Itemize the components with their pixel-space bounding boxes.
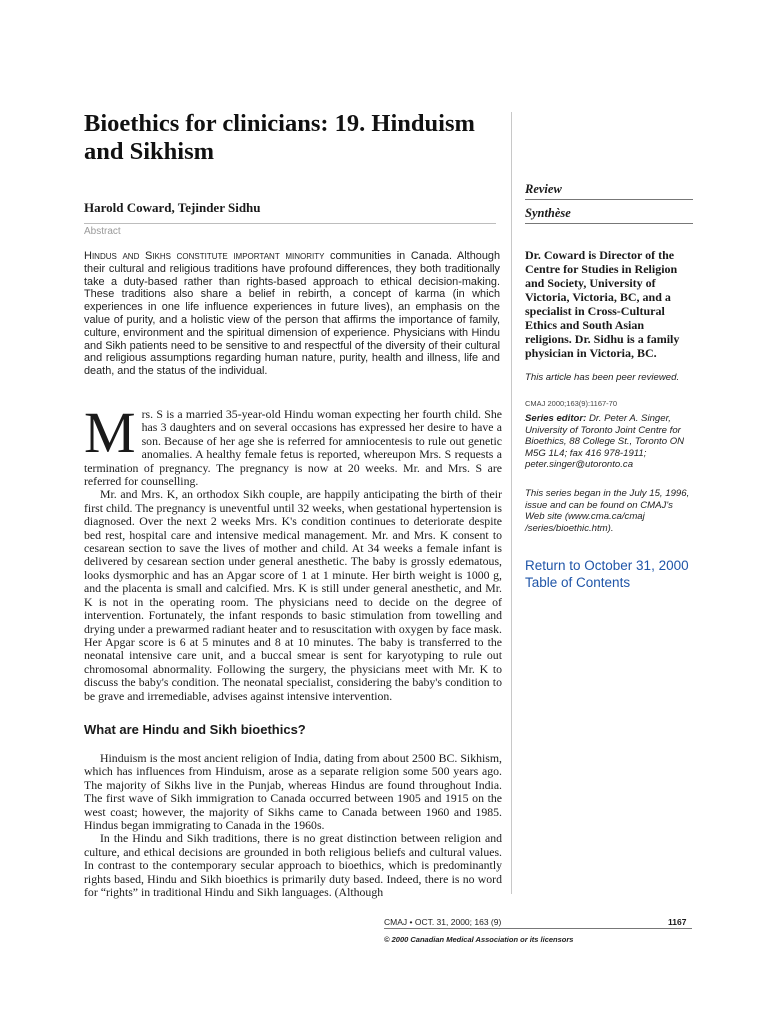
article-title: Bioethics for clinicians: 19. Hinduism and Sikhism: [84, 110, 475, 165]
case-paragraph-1-text: rs. S is a married 35-year-old Hindu woman expecting her fourth child. She has 3 daughters and on several occasions has expressed her desire to have a son. Because of her age she is referred for amniocentesis to rule out genetic anomalies. A healthy female fetus is reported, whereupon Mrs. S requests a termination of pregnancy. The pregnancy is now at 20 weeks. Mr. and Mrs. S are referred for counselling.: [84, 407, 502, 489]
section-tag-review: [525, 182, 693, 200]
case-paragraphs: [84, 400, 502, 703]
footer-copyright: © 2000 Canadian Medical Association or its licensors: [384, 935, 574, 944]
author-bio: [525, 248, 693, 360]
series-editor-label: Series editor:: [525, 413, 587, 424]
section-tag-synthese: [525, 206, 693, 224]
peer-review-note: [525, 372, 693, 384]
drop-cap: M: [84, 400, 136, 465]
case-paragraph-1: [84, 400, 502, 489]
section-tag-synthese-label: Synthèse: [525, 206, 693, 224]
abstract-lead: Hindus and Sikhs constitute important minority: [84, 250, 325, 262]
author-bio-text: Dr. Coward is Director of the Centre for Studies in Religion and Society, University of Victoria, Victoria, BC, and a specialist in Cross-Cultural Ethics and South Asian religions. Dr. Sidhu is a family physician in Victoria, BC.: [525, 248, 680, 360]
section-paragraphs: [84, 752, 502, 899]
abstract-text: [84, 250, 500, 378]
section-tag-review-label: Review: [525, 182, 693, 200]
author-list: Harold Coward, Tejinder Sidhu: [84, 200, 261, 215]
section-paragraph-2: In the Hindu and Sikh traditions, there is no great distinction between religion and culture, and ethical decisions are grounded in both religious beliefs and cultural values. In contrast to the contemporary secular approach to bioethics, which is predominantly rights based, Hindu and Sikh bioethics is primarily duty based. Indeed, there is no word for “rights” in traditional Hindu and Sikh languages. (Although: [84, 831, 502, 900]
series-note: [525, 488, 693, 534]
section-heading: What are Hindu and Sikh bioethics?: [84, 722, 306, 737]
return-link-line-2[interactable]: Table of Contents: [525, 575, 631, 590]
column-divider: [511, 112, 512, 894]
peer-review-text: This article has been peer reviewed.: [525, 372, 680, 383]
series-editor-details: Dr. Peter A. Singer, University of Toronto Joint Centre for Bioethics, 88 College St., Toronto ON M5G 1L4; fax 416 978-1911; peter.singer@utoronto.ca: [525, 413, 685, 471]
footer-journal: CMAJ • OCT. 31, 2000; 163 (9): [384, 917, 502, 927]
series-editor-text: [525, 413, 693, 471]
abstract-body: communities in Canada. Although their cultural and religious traditions have profound differences, they both traditionally take a duty-based rather than rights-based approach to ethical decision-making. These traditions also share a belief in rebirth, a concept of karma (in which experiences in one life influence experiences in future lives), an emphasis on the value of purity, and a holistic view of the person that affirms the importance of family, culture, environment and the spiritual dimension of experience. Physicians with Hindu and Sikh patients need to be sensitive to and respectful of the diversity of their cultural and religious assumptions regarding human nature, purity, health and illness, life and death, and the status of the individual.: [84, 250, 500, 378]
case-paragraph-2: Mr. and Mrs. K, an orthodox Sikh couple, are happily anticipating the birth of their first child. The pregnancy is uneventful until 32 weeks, when gestational hypertension is diagnosed. Over the next 2 weeks Mrs. K's condition continues to deteriorate despite bed rest, hospital care and intensive medical management. Mr. and Mrs. K consent to cesarean section to save the lives of mother and child. At 34 weeks a female infant is delivered by cesarean section under general anesthetic. The baby is grossly edematous, looks dysmorphic and has an Apgar score of 1 at 1 minute. Her birth weight is 1000 g, and the placenta is small and calcified. Mrs. K is still under general anesthetic, and Mr. K is not in the operating room. The physicians need to decide on the degree of intervention. Fortunately, the infant responds to basic stimulation from towelling and drying under a prewarmed radiant heater and to resuscitation with oxygen by face mask. Her Apgar score is 6 at 5 minutes and 8 at 10 minutes. The baby is transferred to the neonatal intensive care unit, and a buccal smear is sent for karyotyping to rule out chromosomal abnormality. Following the surgery, the physicians meet with Mr. K to discuss the baby's condition. The neonatal specialist, considering the baby's condition to be grave and irremediable, advises against intensive intervention.: [84, 487, 502, 703]
citation: [525, 393, 693, 411]
return-link-line-1[interactable]: Return to October 31, 2000: [525, 558, 689, 573]
abstract-label: Abstract: [84, 223, 496, 237]
series-editor: [525, 413, 693, 471]
return-to-toc: [525, 557, 725, 591]
page-number: 1167: [668, 917, 687, 927]
footer-rule: [384, 928, 692, 929]
section-paragraph-1: Hinduism is the most ancient religion of India, dating from about 2500 BC. Sikhism, which has influences from Hinduism, arose as a separate religion some 500 years ago. The majority of Sikhs live in the Punjab, whereas Hindus are found throughout India. The first wave of Sikh immigration to Canada occurred between 1905 and 1915 on the west coast; however, the majority of Sikhs came to Canada between 1960 and 1985. Hindus began immigrating to Canada in the 1960s.: [84, 751, 502, 833]
series-note-text: This series began in the July 15, 1996, issue and can be found on CMAJ's Web site (www.cma.ca/cmaj /series/bioethic.htm).: [525, 488, 690, 534]
citation-text: CMAJ 2000;163(9):1167-70: [525, 399, 617, 408]
